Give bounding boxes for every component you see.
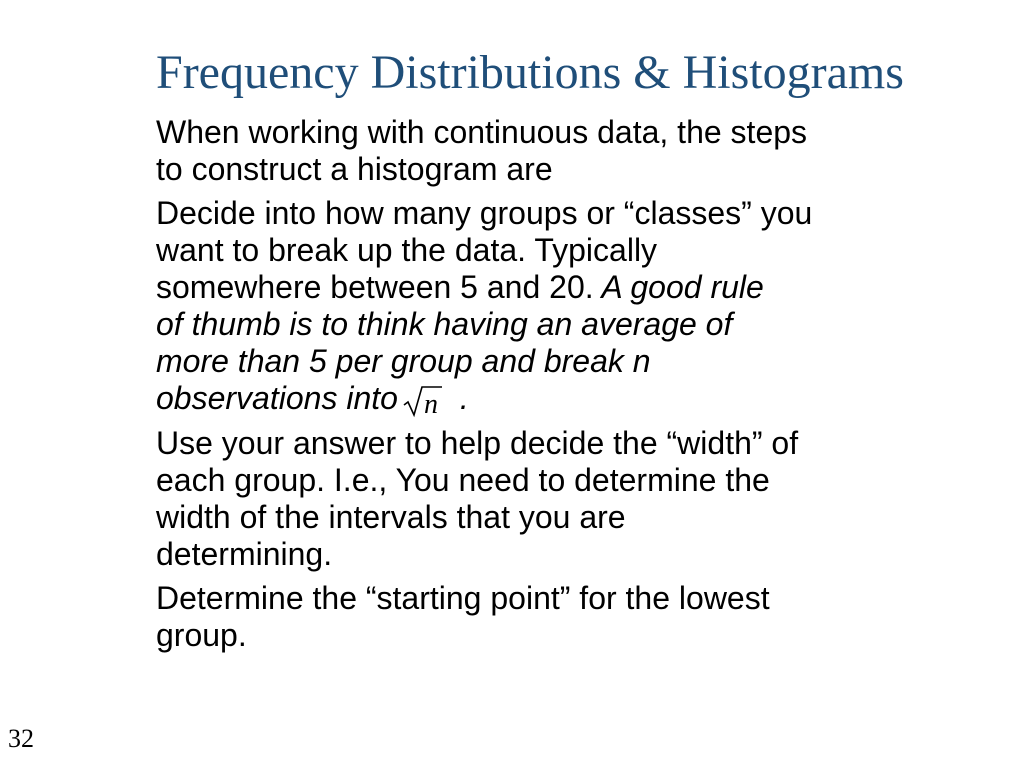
text-line: determining. xyxy=(156,536,333,572)
formula-symbol: n xyxy=(423,389,438,418)
text-line xyxy=(156,269,1006,306)
text-line: to construct a histogram are xyxy=(156,151,553,187)
italic-text-line: of thumb is to think having an average of xyxy=(156,306,733,342)
text-line: Determine the “starting point” for the lowest xyxy=(156,580,770,616)
paragraph-groups xyxy=(156,195,1006,418)
text-line: width of the intervals that you are xyxy=(156,499,626,535)
page-number: 32 xyxy=(8,724,34,753)
italic-text-line: more than 5 per group and break n xyxy=(156,343,651,379)
slide-body xyxy=(156,114,1006,661)
text-line: When working with continuous data, the steps xyxy=(156,114,808,150)
text-line: Decide into how many groups or “classes” you xyxy=(156,195,813,231)
paragraph-intro xyxy=(156,114,1006,188)
text-line: group. xyxy=(156,617,247,653)
formula-period: . xyxy=(459,380,469,416)
italic-text-line xyxy=(156,380,1006,418)
text-line: Use your answer to help decide the “width” of xyxy=(156,425,799,461)
paragraph-width xyxy=(156,425,1006,573)
square-root-formula xyxy=(402,384,460,418)
text-segment: somewhere between 5 and 20. xyxy=(156,269,594,305)
slide-title: Frequency Distributions & Histograms xyxy=(156,46,904,99)
text-line: want to break up the data. Typically xyxy=(156,232,658,268)
paragraph-starting-point xyxy=(156,580,1006,654)
italic-text-segment: observations into xyxy=(156,380,398,416)
text-line: each group. I.e., You need to determine the xyxy=(156,462,770,498)
italic-text-segment: A good rule xyxy=(593,269,764,305)
radical-sign-icon xyxy=(402,384,460,418)
